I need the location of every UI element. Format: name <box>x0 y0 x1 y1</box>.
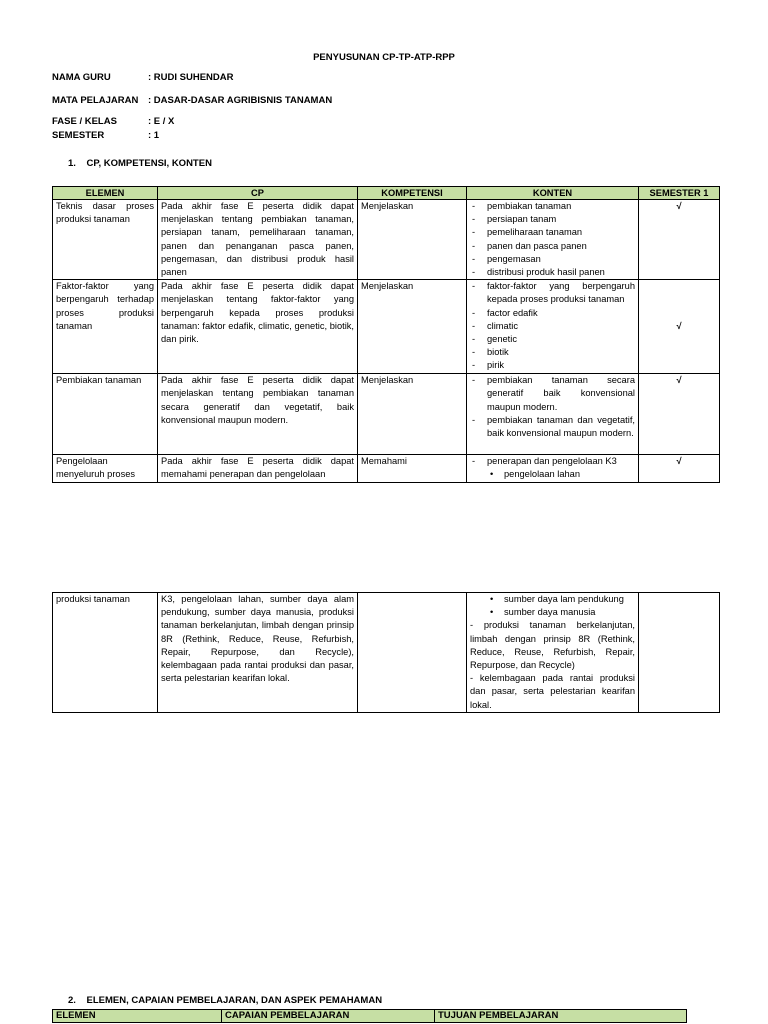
cell-semester-check: √ <box>639 200 720 280</box>
list-item: - penerapan dan pengelolaan K3 <box>470 455 635 468</box>
cell-cp: Pada akhir fase E peserta didik dapat menjelaskan tentang pembiakan tanaman secara generatif dan vegetatif, baik konvensional maupun modern. <box>158 374 358 455</box>
list-item: - pengemasan <box>470 253 635 266</box>
identity-value: : DASAR-DASAR AGRIBISNIS TANAMAN <box>148 95 333 106</box>
list-item: - pembiakan tanaman <box>470 200 635 213</box>
header-elemen: ELEMEN <box>53 187 158 200</box>
konten-text: - kelembagaan pada rantai produksi dan pasar, serta pelestarian kearifan lokal. <box>470 673 635 710</box>
cell-semester-check: √ <box>639 374 720 455</box>
cell-elemen: Pengelolaan menyeluruh proses <box>53 455 158 483</box>
cell-konten <box>467 280 639 374</box>
list-item: - factor edafik <box>470 307 635 320</box>
cell-konten <box>467 593 639 713</box>
header-cp: CP <box>158 187 358 200</box>
header-semester: SEMESTER 1 <box>639 187 720 200</box>
identity-label: SEMESTER <box>52 130 105 141</box>
header-tujuan: TUJUAN PEMBELAJARAN <box>435 1010 687 1023</box>
table-row <box>53 280 720 374</box>
cell-cp: Pada akhir fase E peserta didik dapat menjelaskan tentang pembiakan tanaman, persiapan tanam, pemeliharaan tanaman, panen dan penanganan pasca panen, pengemasan, dan distribusi produk hasil panen <box>158 200 358 280</box>
bullet-item: • sumber daya manusia <box>470 606 635 619</box>
list-item: - pembiakan tanaman dan vegetatif, baik konvensional maupun modern. <box>470 414 635 440</box>
cp-table-continued <box>52 592 720 713</box>
cell-kompetensi: Menjelaskan <box>358 374 467 455</box>
learning-table <box>52 1009 687 1023</box>
konten-text: - produksi tanaman berkelanjutan, limbah dengan prinsip 8R (Rethink, Reduce, Reuse, Refurbish, Repair, Repurpose, dan Recycle) <box>470 620 635 671</box>
cell-cp: Pada akhir fase E peserta didik dapat menjelaskan tentang faktor-faktor yang berpengaruh kepada proses produksi tanaman: faktor edafik, climatic, genetic, biotik, dan pirik. <box>158 280 358 374</box>
cell-semester <box>639 593 720 713</box>
bullet-item: • sumber daya lam pendukung <box>470 593 635 606</box>
cell-konten <box>467 455 639 483</box>
header-capaian: CAPAIAN PEMBELAJARAN <box>222 1010 435 1023</box>
list-item: - pembiakan tanaman secara generatif baik konvensional maupun modern. <box>470 374 635 414</box>
list-item: - pirik <box>470 359 635 372</box>
cell-elemen: Pembiakan tanaman <box>53 374 158 455</box>
list-item: - distribusi produk hasil panen <box>470 266 635 279</box>
cell-kompetensi: Menjelaskan <box>358 280 467 374</box>
cell-cp: K3, pengelolaan lahan, sumber daya alam pendukung, sumber daya manusia, produksi tanaman berkelanjutan, limbah dengan prinsip 8R (Rethink, Reduce, Reuse, Refurbish, Repair, Repurpose, dan Recycle), kelembagaan pada rantai produksi dan pasar, serta pelestarian kearifan lokal. <box>158 593 358 713</box>
identity-value: : E / X <box>148 116 175 127</box>
table-header-row <box>53 1010 687 1023</box>
table-row <box>53 200 720 280</box>
document-title: PENYUSUNAN CP-TP-ATP-RPP <box>313 52 455 63</box>
list-item: - genetic <box>470 333 635 346</box>
header-konten: KONTEN <box>467 187 639 200</box>
cell-elemen: Teknis dasar proses produksi tanaman <box>53 200 158 280</box>
cell-kompetensi <box>358 593 467 713</box>
list-item: - panen dan pasca panen <box>470 240 635 253</box>
cell-elemen: Faktor-faktor yang berpengaruh terhadap proses produksi tanaman <box>53 280 158 374</box>
identity-label: MATA PELAJARAN <box>52 95 139 106</box>
list-item: - pemeliharaan tanaman <box>470 226 635 239</box>
cell-konten <box>467 374 639 455</box>
list-item: - climatic <box>470 320 635 333</box>
list-item: - biotik <box>470 346 635 359</box>
cell-cp: Pada akhir fase E peserta didik dapat memahami penerapan dan pengelolaan <box>158 455 358 483</box>
identity-value: : RUDI SUHENDAR <box>148 72 234 83</box>
table-row <box>53 593 720 713</box>
cell-semester-check: √ <box>639 455 720 483</box>
table-row <box>53 374 720 455</box>
cell-semester-check: √ <box>639 280 720 374</box>
identity-label: NAMA GURU <box>52 72 111 83</box>
cp-table <box>52 186 720 483</box>
header-kompetensi: KOMPETENSI <box>358 187 467 200</box>
cell-elemen: produksi tanaman <box>53 593 158 713</box>
header-elemen: ELEMEN <box>53 1010 222 1023</box>
bullet-item: • pengelolaan lahan <box>470 468 635 481</box>
section-1-heading: 1. CP, KOMPETENSI, KONTEN <box>68 158 212 169</box>
cell-kompetensi: Memahami <box>358 455 467 483</box>
list-item: - faktor-faktor yang berpengaruh kepada proses produksi tanaman <box>470 280 635 306</box>
list-item: - persiapan tanam <box>470 213 635 226</box>
cell-kompetensi: Menjelaskan <box>358 200 467 280</box>
cell-konten <box>467 200 639 280</box>
identity-label: FASE / KELAS <box>52 116 117 127</box>
table-header-row <box>53 187 720 200</box>
section-2-heading: 2. ELEMEN, CAPAIAN PEMBELAJARAN, DAN ASPEK PEMAHAMAN <box>68 995 383 1006</box>
table-row <box>53 455 720 483</box>
identity-value: : 1 <box>148 130 160 141</box>
